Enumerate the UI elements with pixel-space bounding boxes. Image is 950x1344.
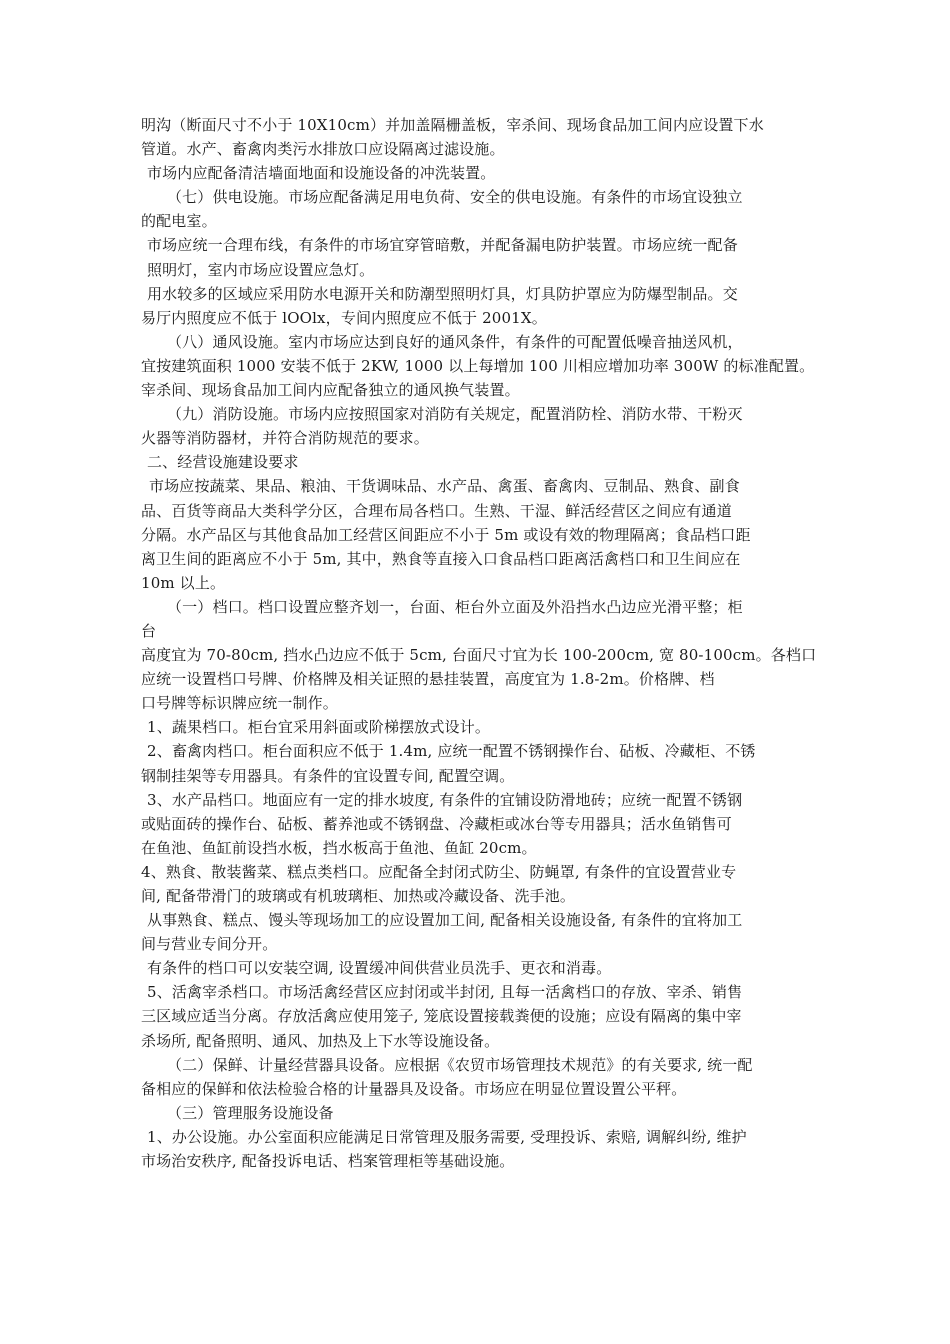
- text-line: 市场治安秩序, 配备投诉电话、档案管理柜等基础设施。: [141, 1152, 515, 1171]
- text-line: 市场应统一合理布线，有条件的市场宜穿管暗敷，并配备漏电防护装置。市场应统一配备: [147, 236, 738, 255]
- text-line: 易厅内照度应不低于 lOOlx，专间内照度应不低于 2001X。: [141, 308, 547, 327]
- text-line: （二）保鲜、计量经营器具设备。应根据《农贸市场管理技术规范》的有关要求, 统一配: [167, 1055, 753, 1074]
- text-line: 杀场所, 配备照明、通风、加热及上下水等设施设备。: [141, 1031, 500, 1050]
- text-line: 用水较多的区域应采用防水电源开关和防潮型照明灯具，灯具防护罩应为防爆型制品。交: [147, 284, 738, 303]
- text-line: 在鱼池、鱼缸前设挡水板，挡水板高于鱼池、鱼缸 20cm。: [141, 838, 537, 857]
- text-line: 有条件的档口可以安装空调, 设置缓冲间供营业员洗手、更衣和消毒。: [147, 959, 612, 978]
- text-line: 4、熟食、散装酱菜、糕点类档口。应配备全封闭式防尘、防蝇罩, 有条件的宜设置营业专: [141, 862, 737, 881]
- text-line: 市场内应配备清洁墙面地面和设施设备的冲洗装置。: [147, 164, 496, 183]
- text-line: 照明灯，室内市场应设置应急灯。: [147, 260, 375, 279]
- text-line: 管道。水产、畜禽肉类污水排放口应设隔离过滤设施。: [141, 140, 505, 159]
- text-line: 高度宜为 70-80cm, 挡水凸边应不低于 5cm, 台面尺寸宜为长 100-200cm, 宽 80-100cm。各档口: [141, 646, 817, 665]
- document-body: [141, 113, 821, 1173]
- text-line: 口号牌等标识牌应统一制作。: [141, 694, 338, 713]
- text-line: 台: [141, 621, 157, 640]
- text-line: （九）消防设施。市场内应按照国家对消防有关规定，配置消防栓、消防水带、干粉灭: [167, 405, 743, 424]
- text-line: 3、水产品档口。地面应有一定的排水坡度, 有条件的宜铺设防滑地砖；应统一配置不锈钢: [147, 790, 743, 809]
- text-line: 火器等消防器材，并符合消防规范的要求。: [141, 429, 429, 448]
- text-line: 或贴面砖的操作台、砧板、蓄养池或不锈钢盘、冷藏柜或冰台等专用器具；活水鱼销售可: [141, 814, 732, 833]
- text-line: 备相应的保鲜和依法检验合格的计量器具及设备。市场应在明显位置设置公平秤。: [141, 1079, 687, 1098]
- text-line: （八）通风设施。室内市场应达到良好的通风条件，有条件的可配置低噪音抽送风机，: [167, 332, 743, 351]
- text-line: 5、活禽宰杀档口。市场活禽经营区应封闭或半封闭, 且每一活禽档口的存放、宰杀、销售: [147, 983, 743, 1002]
- text-line: 间, 配备带滑门的玻璃或有机玻璃柜、加热或冷藏设备、洗手池。: [141, 887, 576, 905]
- text-line: 市场应按蔬菜、果品、粮油、干货调味品、水产品、禽蛋、畜禽肉、豆制品、熟食、副食: [149, 477, 740, 496]
- text-line: 钢制挂架等专用器具。有条件的宜设置专间, 配置空调。: [141, 766, 515, 785]
- text-line: 的配电室。: [141, 212, 217, 231]
- text-line: （七）供电设施。市场应配备满足用电负荷、安全的供电设施。有条件的市场宜设独立: [167, 188, 743, 207]
- text-line: 1、办公设施。办公室面积应能满足日常管理及服务需要, 受理投诉、索赔, 调解纠纷, 维护: [147, 1127, 747, 1146]
- text-line: 二、经营设施建设要求: [147, 453, 299, 472]
- text-line: 分隔。水产品区与其他食品加工经营区间距应不小于 5m 或设有效的物理隔离；食品档口距: [141, 525, 751, 544]
- text-line: 2、畜禽肉档口。柜台面积应不低于 1.4m, 应统一配置不锈钢操作台、砧板、冷藏柜、不锈: [147, 742, 756, 761]
- text-line: 间与营业专间分开。: [141, 935, 278, 954]
- text-line: 应统一设置档口号牌、价格牌及相关证照的悬挂装置，高度宜为 1.8-2m。价格牌、档: [141, 670, 715, 689]
- text-line: 品、百货等商品大类科学分区，合理布局各档口。生熟、干湿、鲜活经营区之间应有通道: [141, 501, 732, 520]
- text-line: 宜按建筑面积 1000 安装不低于 2KW, 1000 以上每增加 100 川相应增加功率 300W 的标准配置。: [141, 356, 815, 375]
- text-line: 三区域应适当分离。存放活禽应使用笼子, 笼底设置接载粪便的设施；应设有隔离的集中宰: [141, 1007, 742, 1026]
- text-line: （三）管理服务设施设备: [167, 1103, 334, 1122]
- text-line: 明沟（断面尺寸不小于 10X10cm）并加盖隔栅盖板，宰杀间、现场食品加工间内应设置下水: [141, 116, 764, 134]
- text-line: 从事熟食、糕点、馒头等现场加工的应设置加工间, 配备相关设施设备, 有条件的宜将加工: [147, 911, 743, 930]
- text-line: 10m 以上。: [141, 573, 226, 592]
- text-line: 1、蔬果档口。柜台宜采用斜面或阶梯摆放式设计。: [147, 718, 490, 737]
- text-line: （一）档口。档口设置应整齐划一，台面、柜台外立面及外沿挡水凸边应光滑平整；柜: [167, 597, 743, 616]
- text-line: 离卫生间的距离应不小于 5m, 其中，熟食等直接入口食品档口距离活禽档口和卫生间应在: [141, 549, 741, 568]
- text-line: 宰杀间、现场食品加工间内应配备独立的通风换气装置。: [141, 381, 520, 400]
